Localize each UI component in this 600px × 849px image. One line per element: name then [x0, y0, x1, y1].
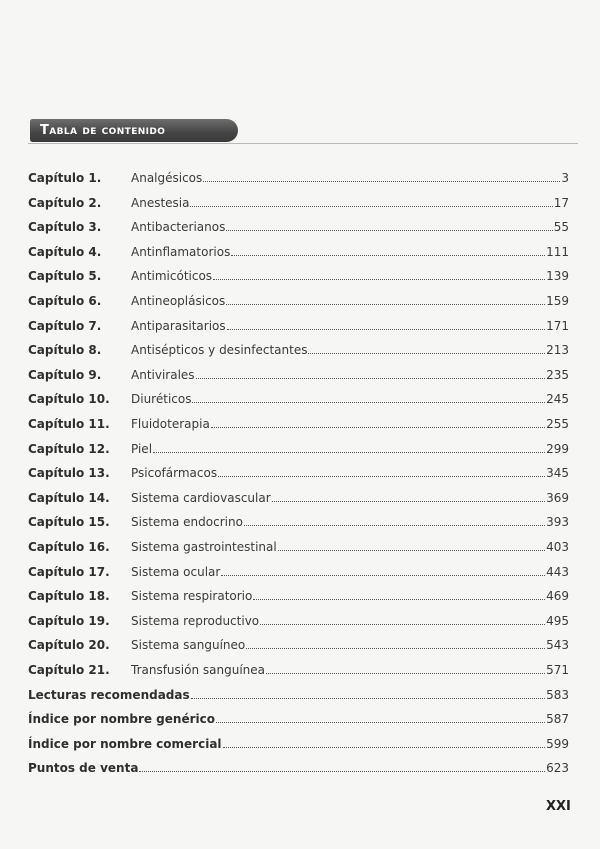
toc-entry[interactable] — [28, 363, 569, 383]
entry-title: Lecturas recomendadas — [28, 687, 190, 702]
toc-entry[interactable] — [28, 461, 569, 481]
dot-leader — [196, 378, 546, 379]
toc-entry[interactable] — [28, 191, 569, 211]
dot-leader — [266, 673, 545, 674]
chapter-label: Capítulo 6. — [28, 294, 102, 308]
entry-page: 623 — [546, 761, 569, 776]
entry-title: Antiparasitarios — [131, 318, 226, 333]
entry-page: 245 — [546, 392, 569, 407]
entry-title: Sistema sanguíneo — [131, 638, 246, 653]
dot-leader — [139, 771, 545, 772]
dot-leader — [218, 476, 545, 477]
entry-title: Sistema endocrino — [131, 515, 243, 530]
dot-leader — [278, 550, 545, 551]
entry-page: 111 — [546, 244, 569, 259]
chapter-label: Capítulo 20. — [28, 638, 110, 653]
entry-title: Antineoplásicos — [131, 294, 226, 308]
toc-entry[interactable] — [28, 633, 569, 653]
chapter-label: Capítulo 10. — [28, 392, 110, 407]
entry-title: Diuréticos — [131, 392, 192, 407]
dot-leader — [231, 255, 545, 256]
toc-entry[interactable] — [28, 584, 569, 604]
chapter-label: Capítulo 9. — [28, 367, 102, 382]
toc-entry[interactable] — [28, 412, 569, 432]
toc-entry-extra[interactable] — [28, 756, 569, 776]
dot-leader — [213, 279, 545, 280]
entry-page: 599 — [546, 736, 569, 751]
chapter-label: Capítulo 11. — [28, 417, 110, 431]
entry-page: 3 — [561, 171, 569, 185]
entry-title: Antisépticos y desinfectantes — [131, 343, 308, 358]
entry-page: 495 — [546, 613, 569, 628]
entry-title: Puntos de venta — [28, 761, 139, 776]
dot-leader — [221, 575, 545, 576]
toc-entry[interactable] — [28, 338, 569, 358]
toc-entry[interactable] — [28, 314, 569, 334]
chapter-label: Capítulo 12. — [28, 441, 110, 456]
entry-page: 345 — [546, 466, 569, 481]
entry-title: Piel — [131, 441, 153, 456]
page-number: XXI — [546, 799, 571, 814]
entry-title: Sistema respiratorio — [131, 589, 253, 604]
chapter-label: Capítulo 5. — [28, 269, 102, 284]
entry-title: Analgésicos — [131, 171, 203, 185]
entry-title: Antivirales — [131, 367, 195, 382]
chapter-label: Capítulo 8. — [28, 343, 102, 358]
toc-entry[interactable] — [28, 215, 569, 235]
dot-leader — [244, 525, 545, 526]
entry-page: 543 — [546, 638, 569, 653]
entry-title: Psicofármacos — [131, 466, 218, 481]
entry-page: 139 — [546, 269, 569, 284]
chapter-label: Capítulo 14. — [28, 490, 110, 505]
dot-leader — [308, 353, 545, 354]
chapter-label: Capítulo 1. — [28, 171, 102, 185]
toc-entry[interactable] — [28, 560, 569, 580]
dot-leader — [227, 329, 545, 330]
entry-title: Sistema gastrointestinal — [131, 540, 277, 554]
dot-leader — [191, 698, 545, 699]
toc-entry[interactable] — [28, 658, 569, 678]
entry-page: 583 — [546, 687, 569, 702]
toc-entry-extra[interactable] — [28, 683, 569, 703]
entry-title: Antibacterianos — [131, 220, 226, 235]
chapter-label: Capítulo 13. — [28, 466, 110, 481]
toc-entry[interactable] — [28, 437, 569, 457]
entry-page: 403 — [546, 540, 569, 554]
toc-heading: Tabla de contenido — [40, 123, 166, 138]
entry-page: 469 — [546, 589, 569, 604]
entry-title: Sistema cardiovascular — [131, 490, 271, 505]
chapter-label: Capítulo 7. — [28, 318, 102, 333]
chapter-label: Capítulo 2. — [28, 195, 102, 210]
chapter-label: Capítulo 17. — [28, 564, 110, 579]
chapter-label: Capítulo 19. — [28, 613, 110, 628]
entry-page: 159 — [546, 294, 569, 308]
dot-leader — [246, 648, 545, 649]
dot-leader — [192, 402, 545, 403]
entry-page: 171 — [546, 318, 569, 333]
entry-page: 55 — [553, 220, 569, 235]
entry-title: Fluidoterapia — [131, 417, 210, 431]
toc-entry[interactable] — [28, 387, 569, 407]
toc-entry[interactable] — [28, 166, 569, 186]
toc-entry-extra[interactable] — [28, 707, 569, 727]
entry-title: Sistema reproductivo — [131, 613, 260, 628]
chapter-label: Capítulo 15. — [28, 515, 110, 530]
entry-title: Índice por nombre genérico — [28, 712, 215, 727]
toc-entry[interactable] — [28, 264, 569, 284]
chapter-label: Capítulo 18. — [28, 589, 110, 604]
chapter-label: Capítulo 16. — [28, 540, 110, 554]
toc-entry[interactable] — [28, 510, 569, 530]
heading-rule — [28, 143, 578, 144]
dot-leader — [203, 181, 560, 182]
dot-leader — [253, 599, 545, 600]
toc-entry-extra[interactable] — [28, 732, 569, 752]
dot-leader — [260, 624, 545, 625]
entry-title: Sistema ocular — [131, 564, 221, 579]
dot-leader — [226, 230, 552, 231]
entry-page: 369 — [546, 490, 569, 505]
entry-title: Anestesia — [131, 195, 190, 210]
entry-page: 299 — [546, 441, 569, 456]
toc-entry[interactable] — [28, 609, 569, 629]
toc-heading-banner — [30, 119, 238, 142]
dot-leader — [211, 427, 545, 428]
toc-entry[interactable] — [28, 486, 569, 506]
entry-title: Antimicóticos — [131, 269, 213, 284]
entry-page: 393 — [546, 515, 569, 530]
dot-leader — [190, 206, 552, 207]
toc-entry[interactable] — [28, 240, 569, 260]
entry-page: 255 — [546, 417, 569, 431]
dot-leader — [223, 747, 546, 748]
chapter-label: Capítulo 21. — [28, 663, 110, 677]
entry-page: 587 — [546, 712, 569, 727]
entry-title: Transfusión sanguínea — [131, 663, 265, 677]
dot-leader — [226, 304, 545, 305]
toc-entry[interactable] — [28, 535, 569, 555]
dot-leader — [216, 722, 545, 723]
dot-leader — [153, 452, 545, 453]
entry-page: 17 — [553, 195, 569, 210]
entry-page: 213 — [546, 343, 569, 358]
entry-page: 571 — [546, 663, 569, 677]
dot-leader — [272, 501, 545, 502]
entry-title: Índice por nombre comercial — [28, 736, 222, 751]
chapter-label: Capítulo 3. — [28, 220, 102, 235]
toc-entry[interactable] — [28, 289, 569, 309]
entry-title: Antinflamatorios — [131, 244, 231, 259]
entry-page: 235 — [546, 367, 569, 382]
chapter-label: Capítulo 4. — [28, 244, 102, 259]
entry-page: 443 — [546, 564, 569, 579]
